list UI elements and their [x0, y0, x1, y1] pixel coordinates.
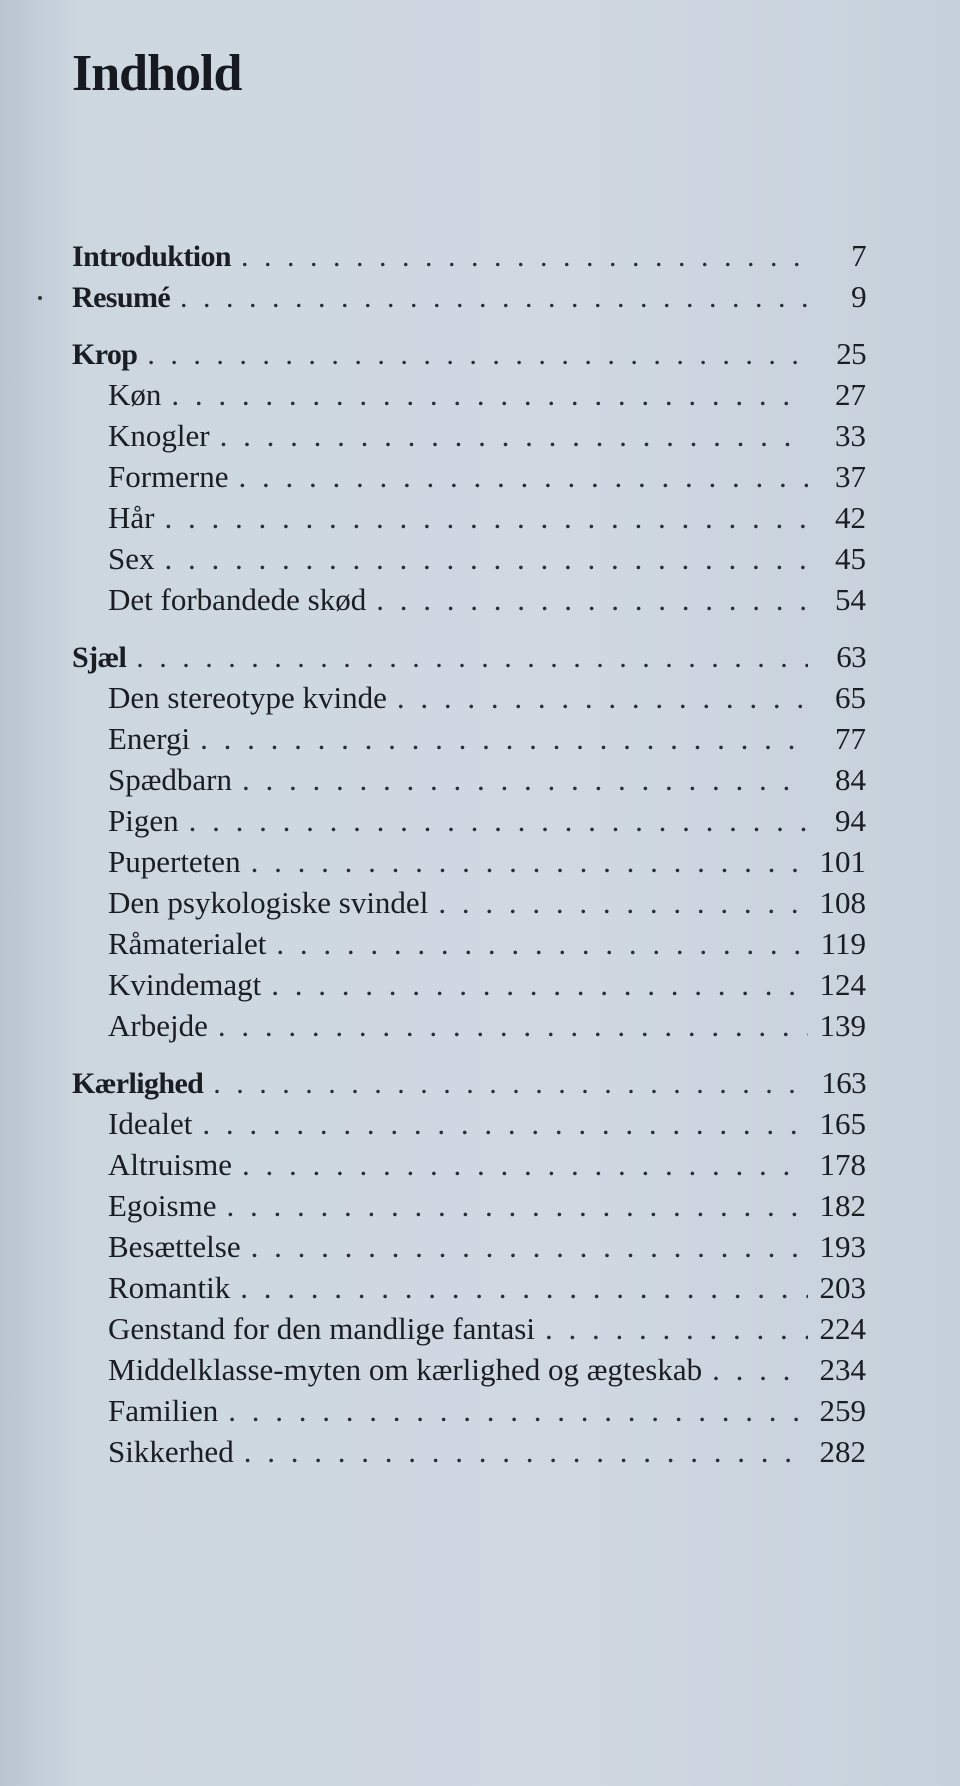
toc-entry-title: Egoisme	[108, 1188, 217, 1223]
dot-leader	[239, 459, 808, 495]
toc-page-number: 7	[851, 238, 866, 273]
dot-leader	[276, 926, 808, 962]
toc-entry-title: Idealet	[108, 1106, 193, 1141]
toc-entry-title: Puperteten	[108, 844, 241, 879]
toc-page-number: 165	[819, 1106, 866, 1141]
section-gap	[72, 623, 866, 639]
dot-leader	[242, 762, 808, 798]
toc-entry-title: Det forbandede skød	[108, 582, 367, 617]
toc-page-number: 65	[835, 680, 866, 715]
toc-page-number: 108	[819, 885, 866, 920]
dot-leader	[397, 680, 808, 716]
toc-page-number: 124	[819, 967, 866, 1002]
dot-leader	[200, 721, 808, 757]
toc-entry-title: Introduktion	[72, 240, 231, 273]
toc-subentry	[72, 1008, 866, 1049]
dot-leader	[271, 967, 808, 1003]
dot-leader	[240, 1270, 808, 1306]
toc-page-number: 224	[819, 1311, 866, 1346]
toc-page-number: 178	[819, 1147, 866, 1182]
toc-entry-title: Pigen	[108, 803, 179, 838]
toc-section-entry	[72, 238, 866, 279]
dot-leader	[242, 1147, 808, 1183]
toc-entry-title: Besættelse	[108, 1229, 241, 1264]
toc-page-number: 259	[819, 1393, 866, 1428]
toc-subentry	[72, 1270, 866, 1311]
toc-entry-title: Formerne	[108, 459, 229, 494]
toc-entry-title: Middelklasse-myten om kærlighed og ægteskab	[108, 1352, 703, 1387]
toc-subentry	[72, 1352, 866, 1393]
toc-page-number: 54	[835, 582, 866, 617]
toc-page-number: 25	[836, 336, 866, 371]
dot-leader	[244, 1434, 808, 1470]
dot-leader	[164, 500, 808, 536]
toc-subentry	[72, 1147, 866, 1188]
dot-leader	[376, 582, 808, 618]
toc-page-number: 84	[835, 762, 866, 797]
dot-leader	[165, 541, 809, 577]
dot-leader	[251, 844, 808, 880]
toc-subentry	[72, 582, 866, 623]
toc-subentry	[72, 1188, 866, 1229]
toc-entry-title: Sjæl	[72, 641, 127, 674]
toc-page-number: 77	[835, 721, 866, 756]
page-title: Indhold	[72, 45, 242, 102]
toc-entry-title: Genstand for den mandlige fantasi	[108, 1311, 535, 1346]
toc-page-number: 234	[819, 1352, 866, 1387]
toc-page-number: 42	[835, 500, 866, 535]
toc-page-number: 27	[835, 377, 866, 412]
toc-subentry	[72, 926, 866, 967]
toc-subentry	[72, 1106, 866, 1147]
toc-entry-title: Altruisme	[108, 1147, 232, 1182]
toc-section-entry	[72, 1065, 866, 1106]
toc-entry-title: Romantik	[108, 1270, 231, 1305]
dot-leader	[228, 1393, 808, 1429]
toc-page-number: 45	[835, 541, 866, 576]
toc-subentry	[72, 459, 866, 500]
toc-page-number: 9	[851, 279, 866, 314]
toc-subentry	[72, 418, 866, 459]
dot-leader	[438, 885, 808, 921]
toc-page-number: 203	[819, 1270, 866, 1305]
toc-subentry	[72, 803, 866, 844]
toc-page-number: 139	[819, 1008, 866, 1043]
toc-entry-title: Råmaterialet	[108, 926, 267, 961]
dot-leader	[213, 1067, 808, 1101]
toc-subentry	[72, 377, 866, 418]
toc-subentry	[72, 541, 866, 582]
toc-subentry	[72, 680, 866, 721]
toc-entry-title: Hår	[108, 500, 155, 535]
toc-subentry	[72, 1229, 866, 1270]
toc-entry-title: Sex	[108, 541, 155, 576]
dot-leader	[136, 641, 808, 675]
dot-leader	[147, 338, 808, 372]
toc-entry-title: Resumé	[72, 281, 171, 314]
dot-leader	[251, 1229, 808, 1265]
toc-subentry	[72, 1393, 866, 1434]
show-through-text	[560, 30, 880, 220]
toc-entry-title: Den psykologiske svindel	[108, 885, 429, 920]
toc-entry-title: Arbejde	[108, 1008, 208, 1043]
toc-page-number: 282	[819, 1434, 866, 1469]
toc-section-entry	[72, 279, 866, 320]
toc-page-number: 193	[819, 1229, 866, 1264]
dot-leader	[202, 1106, 808, 1142]
dot-leader	[180, 281, 808, 315]
toc-entry-title: Energi	[108, 721, 191, 756]
toc-section-entry	[72, 639, 866, 680]
toc-page-number: 119	[820, 926, 866, 961]
toc-subentry	[72, 844, 866, 885]
dot-leader	[218, 1008, 808, 1044]
toc-subentry	[72, 500, 866, 541]
toc-entry-title: Køn	[108, 377, 162, 412]
dot-leader	[241, 240, 808, 274]
dot-leader	[712, 1352, 808, 1388]
toc-page-number: 33	[835, 418, 866, 453]
toc-entry-title: Den stereotype kvinde	[108, 680, 387, 715]
table-of-contents	[72, 238, 866, 1475]
toc-entry-title: Spædbarn	[108, 762, 232, 797]
toc-page-number: 163	[821, 1065, 866, 1100]
toc-entry-title: Familien	[108, 1393, 219, 1428]
section-gap	[72, 1049, 866, 1065]
dot-leader	[227, 1188, 809, 1224]
dot-leader	[220, 418, 808, 454]
toc-entry-title: Sikkerhed	[108, 1434, 234, 1469]
toc-page-number: 101	[819, 844, 866, 879]
toc-subentry	[72, 967, 866, 1008]
toc-entry-title: Kærlighed	[72, 1067, 204, 1100]
toc-page-number: 182	[819, 1188, 866, 1223]
toc-entry-title: Krop	[72, 338, 138, 371]
dot-leader	[189, 803, 808, 839]
toc-subentry	[72, 1434, 866, 1475]
toc-page-number: 94	[835, 803, 866, 838]
ink-dot	[38, 296, 42, 300]
section-gap	[72, 320, 866, 336]
toc-subentry	[72, 762, 866, 803]
toc-subentry	[72, 885, 866, 926]
toc-entry-title: Kvindemagt	[108, 967, 262, 1002]
dot-leader	[171, 377, 808, 413]
toc-subentry	[72, 1311, 866, 1352]
toc-page-number: 63	[836, 639, 866, 674]
dot-leader	[545, 1311, 808, 1347]
toc-section-entry	[72, 336, 866, 377]
toc-subentry	[72, 721, 866, 762]
toc-entry-title: Knogler	[108, 418, 210, 453]
toc-page-number: 37	[835, 459, 866, 494]
